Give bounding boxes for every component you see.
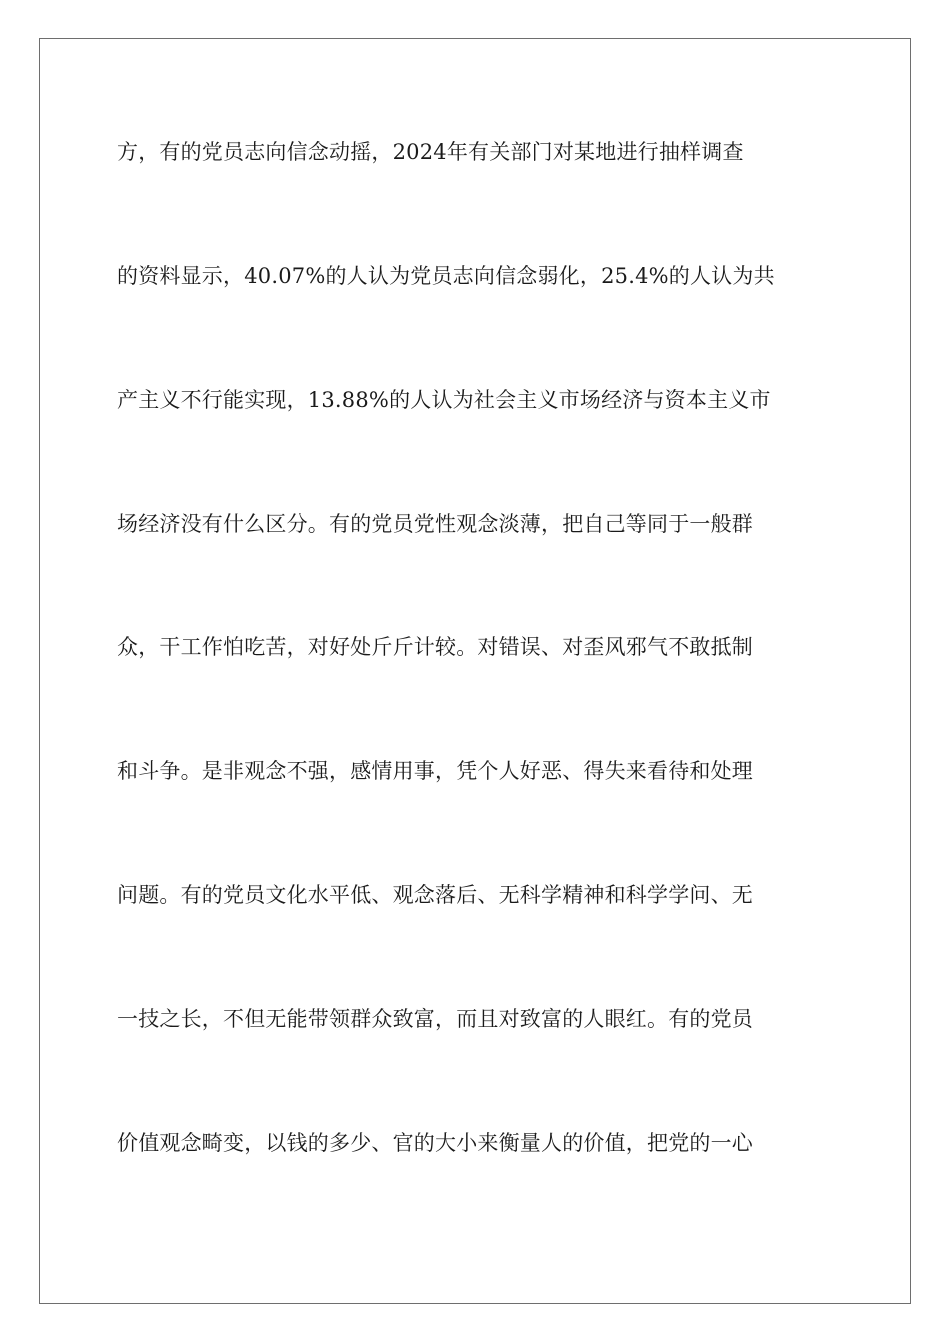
paragraph-line-2: 的资料显示，40.07%的人认为党员志向信念弱化，25.4%的人认为共 — [117, 264, 775, 288]
paragraph-line-4: 场经济没有什么区分。有的党员党性观念淡薄，把自己等同于一般群 — [117, 512, 753, 536]
paragraph-line-5: 众，干工作怕吃苦，对好处斤斤计较。对错误、对歪风邪气不敢抵制 — [117, 635, 753, 659]
paragraph-line-7: 问题。有的党员文化水平低、观念落后、无科学精神和科学学问、无 — [117, 883, 753, 907]
paragraph-line-6: 和斗争。是非观念不强，感情用事，凭个人好恶、得失来看待和处理 — [117, 759, 753, 783]
paragraph-line-8: 一技之长，不但无能带领群众致富，而且对致富的人眼红。有的党员 — [117, 1007, 753, 1031]
paragraph-line-9: 价值观念畸变，以钱的多少、官的大小来衡量人的价值，把党的一心 — [117, 1131, 753, 1155]
page-border — [39, 38, 911, 1304]
paragraph-line-3: 产主义不行能实现，13.88%的人认为社会主义市场经济与资本主义市 — [117, 388, 771, 412]
paragraph-line-1: 方，有的党员志向信念动摇，2024年有关部门对某地进行抽样调查 — [117, 140, 744, 164]
